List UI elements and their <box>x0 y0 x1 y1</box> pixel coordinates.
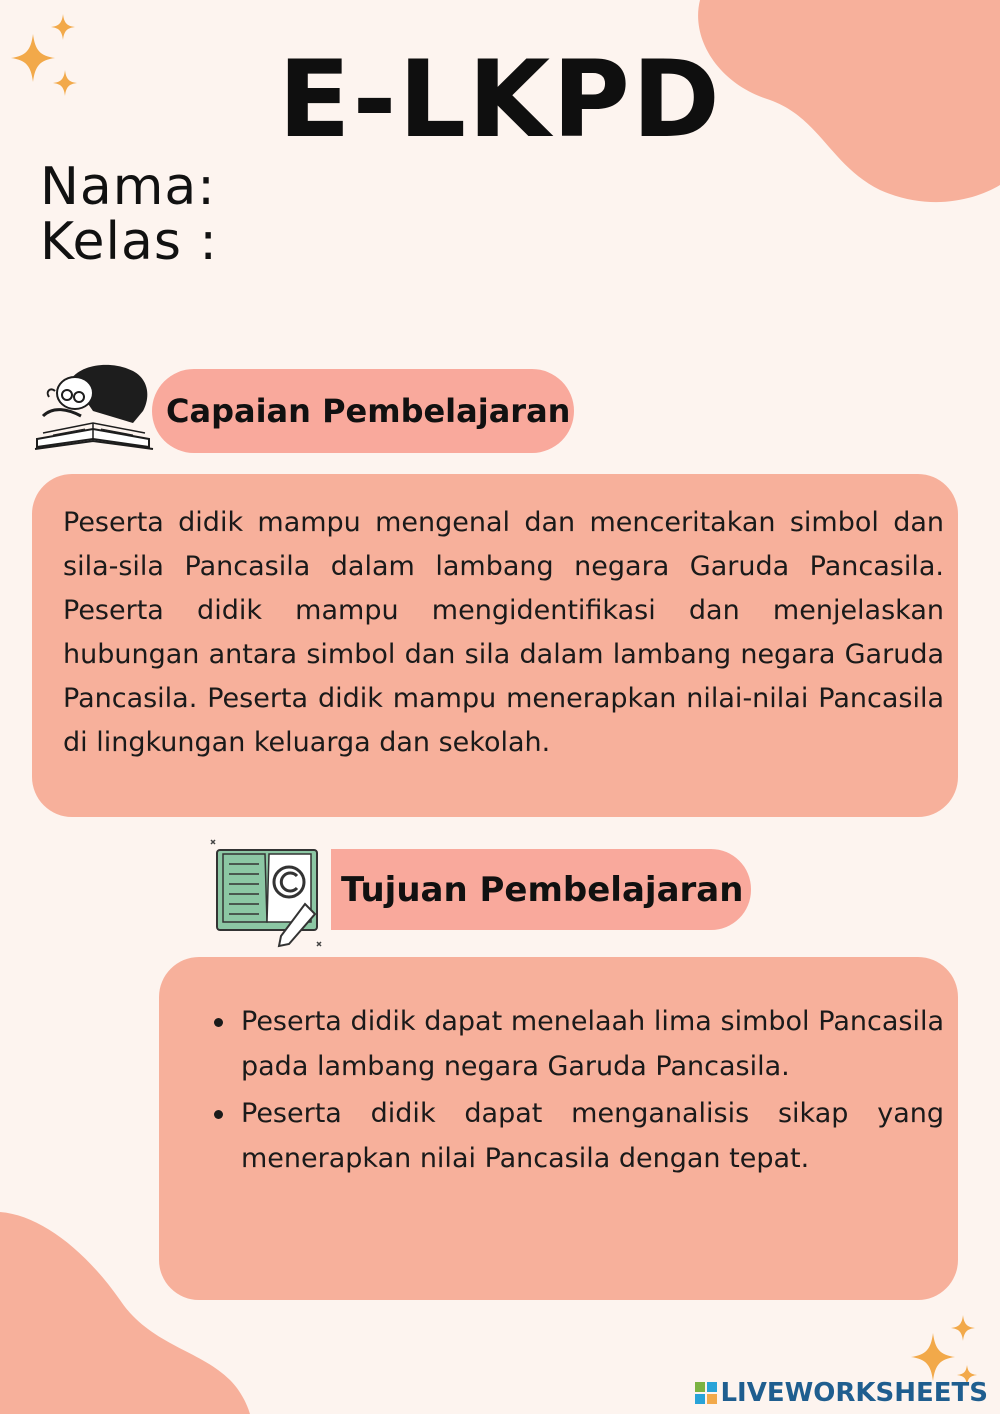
capaian-text: Peserta didik mampu mengenal dan menceritakan simbol dan sila-sila Pancasila dalam lambang negara Garuda Pancasila. Peserta didik mampu mengidentifikasi dan menjelaskan hubungan antara simbol dan sila dalam lambang negara Garuda Pancasila. Peserta didik mampu menerapkan nilai-nilai Pancasila di lingkungan keluarga dan sekolah. <box>63 507 944 758</box>
capaian-panel <box>32 474 958 817</box>
liveworksheets-logo-icon <box>695 1382 717 1404</box>
open-book-pencil-icon <box>209 834 324 952</box>
list-item: Peserta didik dapat menganalisis sikap yang menerapkan nilai Pancasila dengan tepat. <box>241 1091 944 1181</box>
reading-person-icon <box>33 361 158 456</box>
tujuan-panel <box>159 957 958 1300</box>
capaian-heading: Capaian Pembelajaran <box>152 369 574 453</box>
tujuan-heading: Tujuan Pembelajaran <box>331 849 751 930</box>
kelas-label: Kelas : <box>40 212 218 272</box>
liveworksheets-brand[interactable] <box>695 1378 988 1408</box>
list-item: Peserta didik dapat menelaah lima simbol Pancasila pada lambang negara Garuda Pancasila. <box>241 999 944 1089</box>
nama-label: Nama: <box>40 157 216 217</box>
tujuan-list <box>241 999 944 1181</box>
page-title: E-LKPD <box>278 38 722 161</box>
brand-name: LIVEWORKSHEETS <box>720 1378 988 1408</box>
